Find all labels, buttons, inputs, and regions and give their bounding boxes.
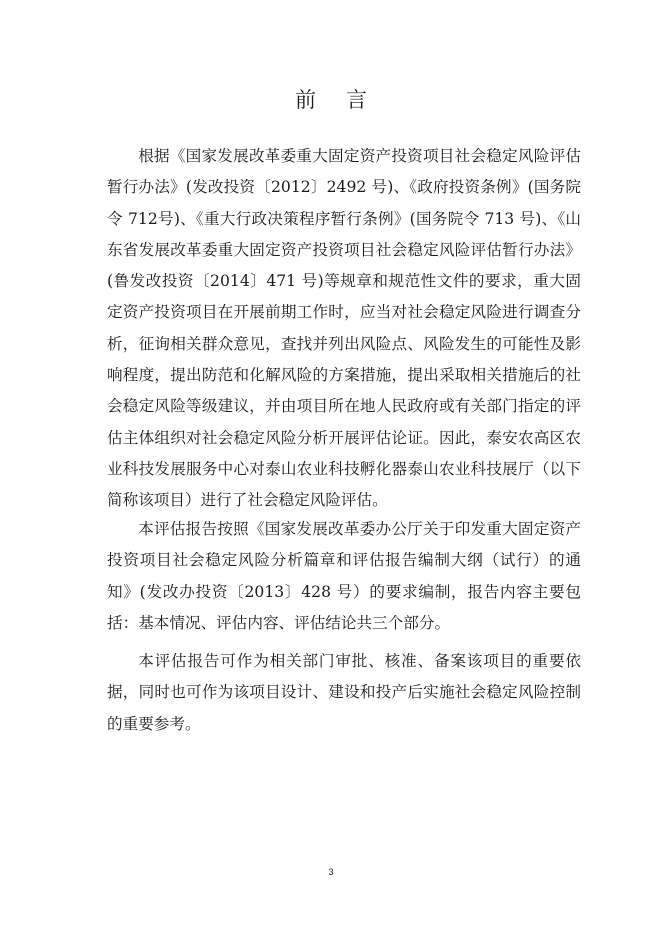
paragraph-usage: 本评估报告可作为相关部门审批、核准、备案该项目的重要依据，同时也可作为该项目设计、建设和投产后实施社会稳定风险控制的重要参考。	[107, 652, 581, 733]
page-number: 3	[328, 867, 334, 877]
body-section-2	[107, 514, 581, 639]
body-section-1	[107, 141, 581, 517]
body-section-3	[107, 646, 581, 740]
paragraph-structure: 本评估报告按照《国家发展改革委办公厅关于印发重大固定资产投资项目社会稳定风险分析篇章和评估报告编制大纲（试行）的通知》(发改办投资〔2013〕428 号）的要求编制，报告内容主要包括：基本情况、评估内容、评估结论共三个部分。	[107, 520, 581, 632]
paragraph-basis: 根据《国家发展改革委重大固定资产投资项目社会稳定风险评估暂行办法》(发改投资〔2012〕2492 号)、《政府投资条例》(国务院令 712号)、《重大行政决策程序暂行条例》(国务院令 713 号)、《山东省发展改革委重大固定资产投资项目社会稳定风险评估暂行办法》(鲁发改投资〔2014〕471 号)等规章和规范性文件的要求，重大固定资产投资项目在开展前期工作时，应当对社会稳定风险进行调查分析，征询相关群众意见，查找并列出风险点、风险发生的可能性及影响程度，提出防范和化解风险的方案措施，提出采取相关措施后的社会稳定风险等级建议，并由项目所在地人民政府或有关部门指定的评估主体组织对社会稳定风险分析开展评估论证。因此，泰安农高区农业科技发展服务中心对泰山农业科技孵化器泰山农业科技展厅（以下简称该项目）进行了社会稳定风险评估。	[107, 147, 581, 510]
page-title: 前言	[295, 88, 397, 112]
